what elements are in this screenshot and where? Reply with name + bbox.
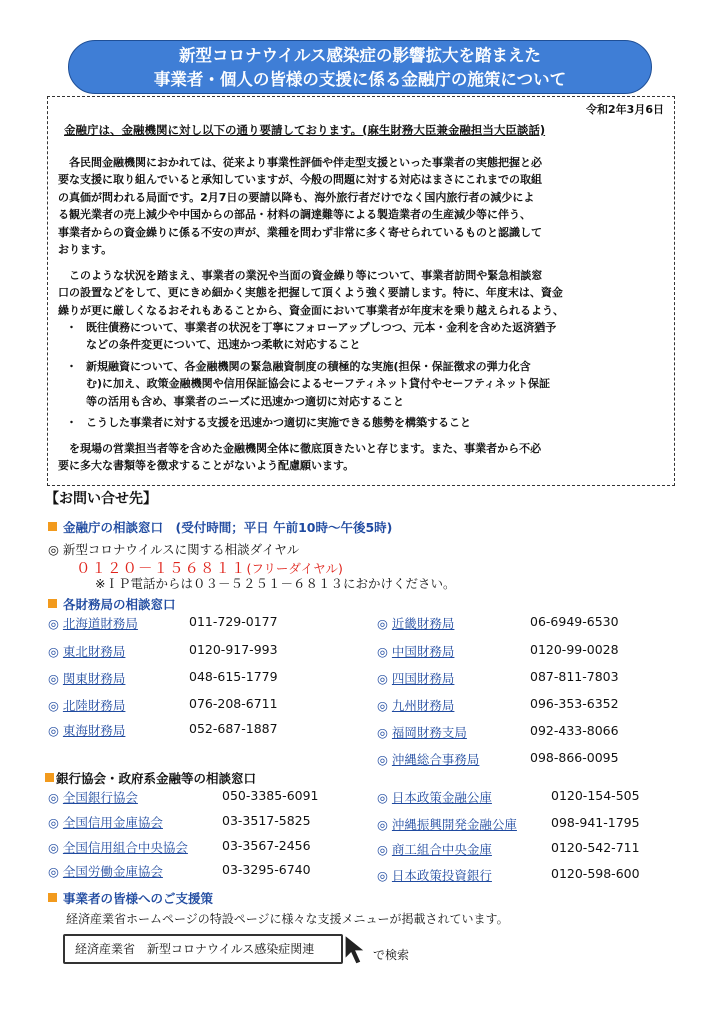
search-box[interactable]: 経済産業省 新型コロナウイルス感染症関連: [63, 934, 343, 964]
bureau-phone: 087-811-7803: [530, 669, 619, 684]
assoc-row: [377, 866, 640, 884]
text-line: こうした事業者に対する支援を迅速かつ適切に実施できる態勢を構築すること: [86, 416, 471, 430]
assoc-phone: 050-3385-6091: [222, 788, 319, 803]
fsa-section-title: [48, 518, 392, 536]
double-circle-icon: ◎: [377, 868, 388, 883]
double-circle-icon: ◎: [48, 815, 59, 830]
assoc-link[interactable]: 日本政策金融公庫: [391, 790, 492, 805]
notice-paragraph-3: [58, 440, 664, 475]
bureau-link[interactable]: 四国財務局: [391, 671, 455, 686]
assoc-row: [48, 862, 311, 880]
bureau-row: [377, 750, 619, 768]
double-circle-icon: ◎: [377, 842, 388, 857]
square-bullet-icon: [48, 522, 57, 531]
double-circle-icon: ◎: [377, 817, 388, 832]
text-line: おります。: [58, 243, 113, 257]
bureau-row: [48, 696, 278, 714]
bureau-link[interactable]: 中国財務局: [391, 644, 455, 659]
list-item: [58, 358, 664, 410]
bureau-link[interactable]: 東海財務局: [62, 723, 126, 738]
text-line: 口の設置などをして、更にきめ細かく実態を把握して頂くよう強く要請します。特に、年度末は、資金: [58, 286, 563, 300]
bureau-phone: 092-433-8066: [530, 723, 619, 738]
assoc-phone: 03-3295-6740: [222, 862, 311, 877]
assoc-link[interactable]: 全国信用組合中央協会: [62, 840, 188, 855]
assoc-row: [377, 840, 640, 858]
text-line: を現場の営業担当者等を含めた金融機関全体に徹底頂きたいと存じます。また、事業者から不必: [58, 442, 542, 455]
text-line: 事業者からの資金繰りに係る不安の声が、業種を問わず非常に多く寄せられているものと認識して: [58, 225, 542, 239]
double-circle-icon: ◎: [377, 790, 388, 805]
assoc-phone: 03-3567-2456: [222, 838, 311, 853]
square-bullet-icon: [48, 893, 57, 902]
double-circle-icon: ◎: [48, 698, 59, 713]
bureau-row: [48, 669, 278, 687]
assoc-phone: 0120-154-505: [551, 788, 640, 803]
bureau-phone: 011-729-0177: [189, 614, 278, 629]
bureau-phone: 06-6949-6530: [530, 614, 619, 629]
square-bullet-icon: [48, 599, 57, 608]
bureau-link[interactable]: 九州財務局: [391, 698, 455, 713]
dial-number-text[interactable]: ０１２０－１５６８１１: [76, 561, 247, 577]
text-line: の真価が問われる局面です。2月7日の要請以降も、海外旅行者だけでなく国内旅行者の減少によ: [58, 190, 535, 204]
assoc-link[interactable]: 全国信用金庫協会: [62, 815, 163, 830]
section-title-text: 事業者の皆様へのご支援策: [63, 891, 214, 906]
bureau-phone: 052-687-1887: [189, 721, 278, 736]
text-line: 要に多大な書類等を徴求することがないよう配慮願います。: [58, 459, 355, 473]
request-list: [58, 319, 664, 435]
assoc-row: [48, 813, 311, 831]
notice-paragraph-1: [58, 154, 664, 258]
bureau-row: [377, 696, 619, 714]
double-circle-icon: ◎: [48, 616, 59, 631]
double-circle-icon: ◎: [377, 671, 388, 686]
assoc-link[interactable]: 商工組合中央金庫: [391, 842, 492, 857]
section-title-text: 各財務局の相談窓口: [63, 597, 176, 612]
title-banner: [68, 40, 652, 94]
list-item: [58, 319, 664, 354]
text-line: 繰りが更に厳しくなるおそれもあることから、資金面において事業者が年度末を乗り越えられるよう、: [58, 303, 564, 317]
bureau-row: [48, 721, 278, 739]
assoc-row: [48, 838, 311, 856]
text-line: 各民間金融機関におかれては、従来より事業性評価や伴走型支援といった事業者の実態把握と必: [58, 156, 542, 169]
assoc-row: [48, 788, 319, 806]
double-circle-icon: ◎: [48, 644, 59, 659]
bureau-row: [377, 614, 619, 632]
section-title-text: 銀行協会・政府系金融等の相談窓口: [56, 771, 257, 786]
ip-phone-note: ※ＩＰ電話からは０３－５２５１－６８１３におかけください。: [95, 576, 456, 591]
bureaus-section-title: [48, 595, 176, 613]
bullet-mark: ・: [66, 321, 77, 334]
notice-paragraph-2: [58, 267, 664, 319]
bureau-row: [377, 642, 619, 660]
bureau-link[interactable]: 北海道財務局: [62, 616, 138, 631]
bureau-row: [377, 723, 619, 741]
section-title-text: 金融庁の相談窓口 (受付時間；平日 午前10時～午後5時): [63, 520, 393, 535]
assoc-phone: 03-3517-5825: [222, 813, 311, 828]
text-line: む)に加え、政策金融機関や信用保証協会によるセーフティネット貸付やセーフティネット保証: [86, 377, 550, 391]
text-line: などの条件変更について、迅速かつ柔軟に対応すること: [86, 338, 361, 352]
bureau-phone: 098-866-0095: [530, 750, 619, 765]
double-circle-icon: ◎: [377, 752, 388, 767]
double-circle-icon: ◎: [48, 864, 59, 879]
bullet-mark: ・: [66, 359, 77, 373]
support-section-title: [48, 889, 213, 907]
bureau-phone: 096-353-6352: [530, 696, 619, 711]
assoc-phone: 0120-542-711: [551, 840, 640, 855]
double-circle-icon: ◎: [377, 698, 388, 713]
assoc-row: [377, 788, 640, 806]
text-line: 既往債務について、事業者の状況を丁寧にフォローアップしつつ、元本・金利を含めた返済猶予: [86, 321, 557, 334]
double-circle-icon: ◎: [377, 644, 388, 659]
bureau-row: [377, 669, 619, 687]
assoc-section-title: [45, 769, 256, 787]
bureau-phone: 0120-917-993: [189, 642, 278, 657]
square-bullet-icon: [45, 773, 54, 782]
dial-note: (フリーダイヤル): [246, 561, 343, 576]
bureau-link[interactable]: 東北財務局: [62, 644, 126, 659]
bureau-phone: 048-615-1779: [189, 669, 278, 684]
assoc-phone: 0120-598-600: [551, 866, 640, 881]
notice-box: [47, 96, 675, 486]
text-line: 要な支援に取り組んでいると承知していますが、今般の問題に対する対応はまさにこれまでの取組: [58, 173, 542, 187]
notice-lead: 金融庁は、金融機関に対し以下の通り要請しております。(麻生財務大臣兼金融担当大臣談話): [64, 123, 546, 137]
bullet-mark: ・: [66, 416, 77, 430]
bureau-row: [48, 614, 278, 632]
text-line: 新規融資について、各金融機関の緊急融資制度の積極的な実施(担保・保証徴求の弾力化含: [86, 359, 531, 373]
assoc-phone: 098-941-1795: [551, 815, 640, 830]
bureau-link[interactable]: 沖縄総合事務局: [391, 752, 480, 767]
support-note: 経済産業省ホームページの特設ページに様々な支援メニューが掲載されています。: [66, 912, 509, 926]
bureau-phone: 0120-99-0028: [530, 642, 619, 657]
notice-date: 令和2年3月6日: [586, 103, 664, 116]
bureau-link[interactable]: 福岡財務支局: [391, 725, 467, 740]
bureau-link[interactable]: 関東財務局: [62, 671, 126, 686]
bureau-row: [48, 642, 278, 660]
dial-label: ◎ 新型コロナウイルスに関する相談ダイヤル: [48, 542, 300, 557]
contact-heading: 【お問い合せ先】: [45, 491, 157, 507]
double-circle-icon: ◎: [377, 725, 388, 740]
bureau-link[interactable]: 近畿財務局: [391, 616, 455, 631]
double-circle-icon: ◎: [48, 790, 59, 805]
double-circle-icon: ◎: [48, 723, 59, 738]
assoc-link[interactable]: 沖縄振興開発金融公庫: [391, 817, 517, 832]
double-circle-icon: ◎: [48, 671, 59, 686]
list-item: [58, 414, 664, 431]
bureau-link[interactable]: 北陸財務局: [62, 698, 126, 713]
bureau-phone: 076-208-6711: [189, 696, 278, 711]
double-circle-icon: ◎: [377, 616, 388, 631]
text-line: る観光業者の売上減少や中国からの部品・材料の調達難等による製造業者の生産減少等に伴う、: [58, 208, 531, 222]
title-line-1: 新型コロナウイルス感染症の影響拡大を踏まえた: [178, 46, 541, 65]
double-circle-icon: ◎: [48, 840, 59, 855]
assoc-link[interactable]: 日本政策投資銀行: [391, 868, 492, 883]
text-line: 等の活用も含め、事業者のニーズに迅速かつ適切に対応すること: [86, 394, 405, 408]
search-suffix: で検索: [373, 948, 410, 962]
mouse-cursor-icon: [342, 933, 370, 967]
assoc-row: [377, 815, 640, 833]
assoc-link[interactable]: 全国銀行協会: [62, 790, 138, 805]
text-line: このような状況を踏まえ、事業者の業況や当面の資金繰り等について、事業者訪問や緊急相談窓: [58, 269, 543, 282]
assoc-link[interactable]: 全国労働金庫協会: [62, 864, 163, 879]
title-line-2: 事業者・個人の皆様の支援に係る金融庁の施策について: [153, 70, 567, 89]
